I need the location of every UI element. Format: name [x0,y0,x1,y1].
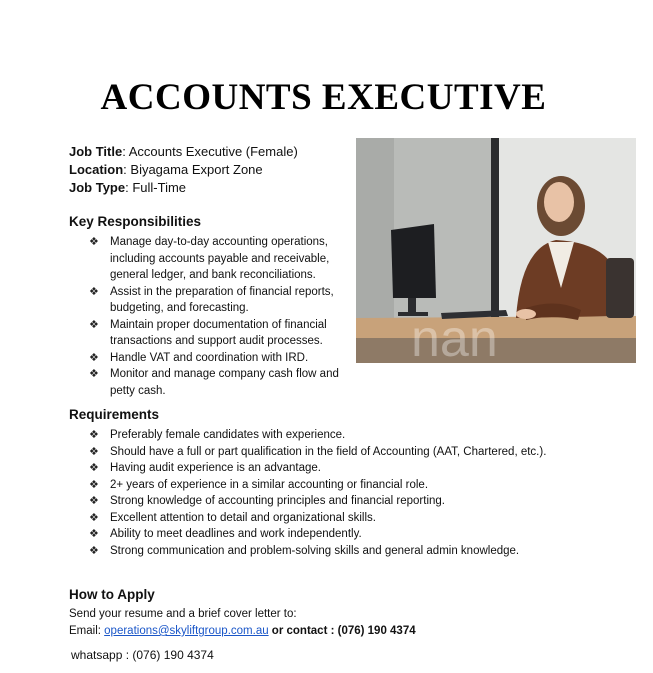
requirements-heading: Requirements [69,407,160,422]
responsibility-item: ❖ Monitor and manage company cash flow and petty cash. [89,368,339,397]
page-title: ACCOUNTS EXECUTIVE [100,77,547,118]
requirements-list [89,427,609,559]
bullet-icon: ❖ [89,351,99,364]
job-meta [69,143,298,197]
bullet-icon: ❖ [89,495,99,507]
requirement-item: ❖ 2+ years of experience in a similar accounting or financial role. [89,477,609,494]
contact-phone: or contact : (076) 190 4374 [268,625,416,637]
responsibility-item: ❖ Assist in the preparation of financial reports, budgeting, and forecasting. [89,285,334,314]
requirement-item: ❖ Should have a full or part qualification in the field of Accounting (AAT, Chartered, etc.). [89,444,609,461]
bullet-icon: ❖ [89,528,99,540]
responsibility-item: ❖ Maintain proper documentation of financial transactions and support audit processes. [89,318,327,347]
bullet-icon: ❖ [89,462,99,474]
requirement-item: ❖ Excellent attention to detail and organizational skills. [89,510,609,527]
bullet-icon: ❖ [89,544,99,557]
requirement-item: ❖ Strong communication and problem-solving skills and general admin knowledge. [89,543,609,560]
responsibility-item: ❖ Manage day-to-day accounting operations, including accounts payable and receivable, general ledger, and bank reconciliations. [89,236,330,281]
bullet-icon: ❖ [89,285,99,298]
responsibility-item: ❖ Handle VAT and coordination with IRD. [89,350,354,367]
responsibilities-list [89,234,354,399]
bullet-icon: ❖ [89,368,99,380]
requirement-item: ❖ Preferably female candidates with experience. [89,427,609,444]
apply-contact-line [69,623,416,639]
email-link[interactable]: operations@skyliftgroup.com.au [104,625,269,637]
office-photo [356,138,636,363]
location-row: Location: Biyagama Export Zone [69,162,263,177]
email-label: Email: [69,625,105,637]
bullet-icon: ❖ [89,429,99,441]
requirement-item: ❖ Ability to meet deadlines and work independently. [89,526,609,543]
watermark-text: nan [411,310,498,363]
requirement-item: ❖ Having audit experience is an advantage. [89,460,609,477]
apply-instructions: Send your resume and a brief cover letter to: [69,608,297,620]
job-type-row: Job Type: Full-Time [69,180,187,195]
bullet-icon: ❖ [89,318,99,331]
bullet-icon: ❖ [89,236,99,248]
responsibilities-heading: Key Responsibilities [69,214,202,229]
bullet-icon: ❖ [89,478,99,491]
bullet-icon: ❖ [89,511,99,524]
requirement-item: ❖ Strong knowledge of accounting principles and financial reporting. [89,493,609,510]
job-title-row: Job Title: Accounts Executive (Female) [69,144,298,159]
apply-heading: How to Apply [69,587,155,602]
bullet-icon: ❖ [89,445,99,458]
whatsapp-contact: whatsapp : (076) 190 4374 [71,648,214,662]
